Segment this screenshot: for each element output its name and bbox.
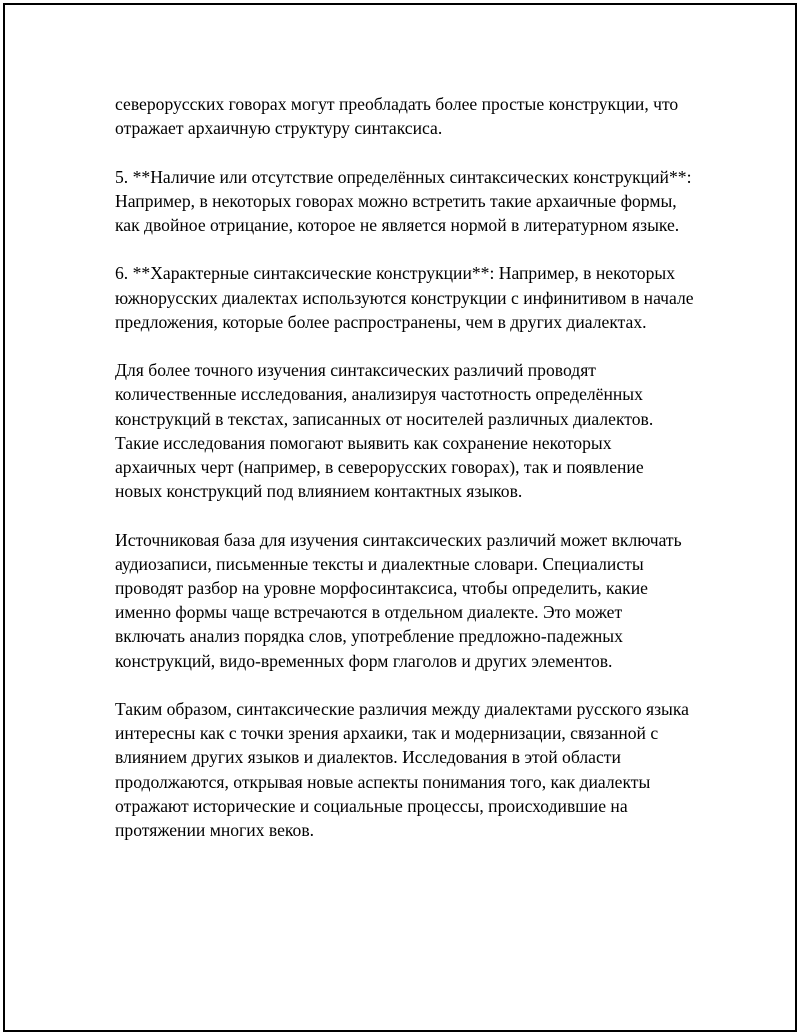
paragraph-point-6: 6. **Характерные синтаксические конструкции**: Например, в некоторых южнорусских диалектах используются конструкции с инфинитивом в начале предложения, которые более распространены, чем в других диалектах. (115, 263, 694, 332)
paragraph-intro-continuation: северорусских говорах могут преобладать более простые конструкции, что отражает архаичную структуру синтаксиса. (115, 94, 679, 139)
paragraph-conclusion: Таким образом, синтаксические различия между диалектами русского языка интересны как с точки зрения архаики, так и модернизации, связанной с влиянием других языков и диалектов. Исследования в этой области продолжаются, открывая новые аспекты понимания того, как диалекты отражают исторические и социальные процессы, происходившие на протяжении многих веков. (115, 699, 689, 841)
document-body (115, 92, 695, 842)
paragraph-quantitative-research: Для более точного изучения синтаксических различий проводят количественные исследования, анализируя частотность определённых конструкций в текстах, записанных от носителей различных диалектов. Такие исследования помогают выявить как сохранение некоторых архаичных черт (например, в северорусских говорах), так и появление новых конструкций под влиянием контактных языков. (115, 360, 654, 502)
paragraph-source-base: Источниковая база для изучения синтаксических различий может включать аудиозаписи, письменные тексты и диалектные словари. Специалисты проводят разбор на уровне морфосинтаксиса, чтобы определить, какие именно формы чаще встречаются в отдельном диалекте. Это может включать анализ порядка слов, употребление предложно-падежных конструкций, видо-временных форм глаголов и других элементов. (115, 529, 682, 671)
paragraph-point-5: 5. **Наличие или отсутствие определённых синтаксических конструкций**: Например, в некоторых говорах можно встретить такие архаичные формы, как двойное отрицание, которое не является нормой в литературном языке. (115, 166, 692, 235)
